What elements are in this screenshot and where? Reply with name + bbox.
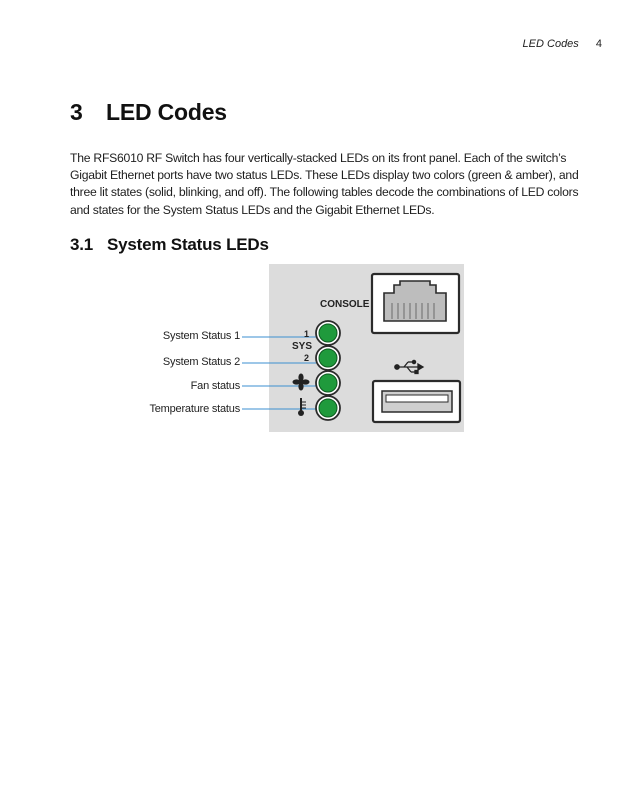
section-heading (70, 99, 227, 126)
led-temperature-status (316, 396, 340, 420)
ethernet-port-icon (372, 274, 459, 333)
system-status-led-figure (130, 263, 470, 435)
console-label: CONSOLE (320, 299, 370, 310)
callout-system-status-1: System Status 1 (162, 330, 240, 342)
section-number: 3 (70, 99, 83, 125)
callout-fan-status: Fan status (190, 380, 240, 392)
led-1-number: 1 (304, 329, 310, 339)
callout-system-status-2: System Status 2 (162, 356, 240, 368)
intro-paragraph: The RFS6010 RF Switch has four vertically-stacked LEDs on its front panel. Each of the switch’s Gigabit Ethernet ports have two status LEDs. These LEDs display two colors (green & amber), and three lit states (solid, blinking, and off). The following tables decode the combinations of LED colors and states for the System Status LEDs and the Gigabit Ethernet LEDs. (70, 151, 579, 217)
section-title: LED Codes (106, 99, 227, 125)
led-fan-status (316, 371, 340, 395)
led-system-status-2 (316, 346, 340, 370)
subsection-heading (70, 235, 269, 255)
intro-paragraph-block (70, 150, 590, 219)
led-system-status-1 (316, 321, 340, 345)
front-panel-diagram (130, 263, 470, 435)
sys-label: SYS (292, 341, 313, 352)
running-header-title: LED Codes (522, 38, 579, 50)
led-2-number: 2 (304, 353, 310, 363)
subsection-title: System Status LEDs (107, 235, 269, 254)
usb-port-icon (373, 381, 460, 422)
subsection-number: 3.1 (70, 235, 94, 254)
page-number: 4 (595, 38, 602, 50)
callout-temperature-status: Temperature status (149, 403, 240, 415)
running-header (523, 38, 602, 50)
